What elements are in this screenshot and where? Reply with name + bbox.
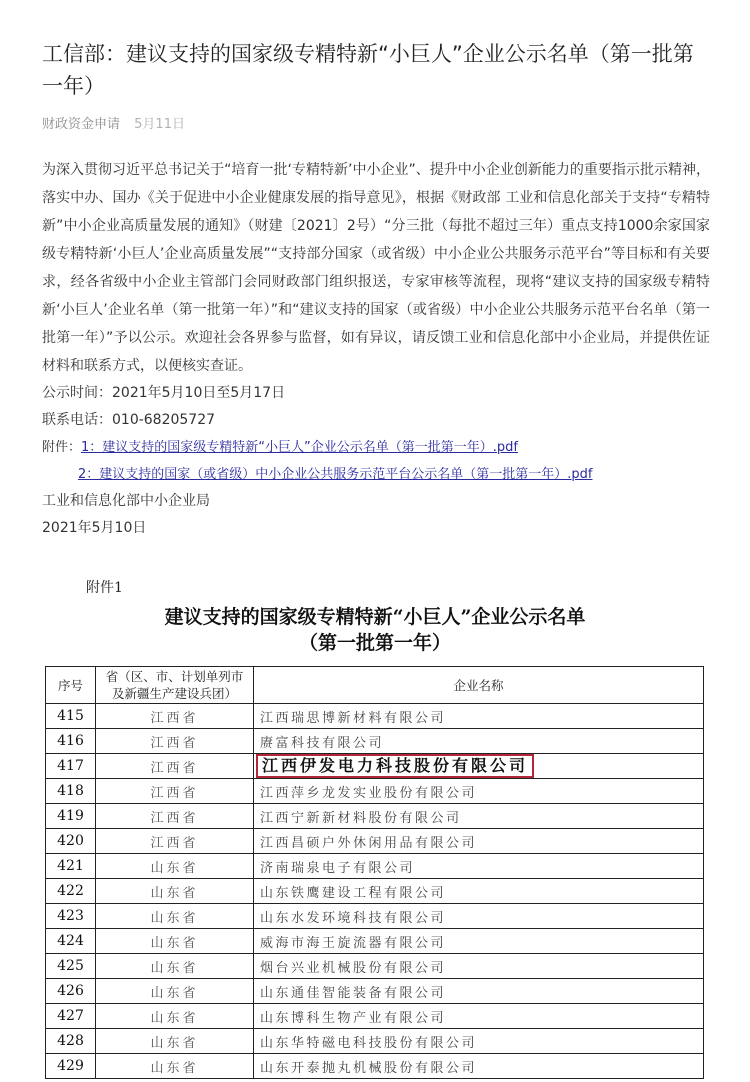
row-company xyxy=(254,954,704,979)
table-row xyxy=(46,754,704,779)
row-number: 417 xyxy=(46,754,96,779)
sign-date: 2021年5月10日 xyxy=(42,520,147,536)
attachments-label: 附件： xyxy=(42,440,82,455)
company-table xyxy=(45,666,704,1079)
table-row xyxy=(46,804,704,829)
company-name: 江西宁新新材料股份有限公司 xyxy=(260,810,462,826)
notice-period: 公示时间：2021年5月10日至5月17日 xyxy=(42,385,286,401)
company-name: 济南瑞泉电子有限公司 xyxy=(260,860,416,876)
table-header-row xyxy=(46,667,704,704)
row-company xyxy=(254,1029,704,1054)
row-province: 江西省 xyxy=(96,704,254,729)
row-number: 415 xyxy=(46,704,96,729)
row-province: 山东省 xyxy=(96,904,254,929)
row-number: 429 xyxy=(46,1054,96,1079)
row-province: 江西省 xyxy=(96,779,254,804)
row-province: 山东省 xyxy=(96,1029,254,1054)
column-header-no: 序号 xyxy=(46,667,96,704)
highlighted-company: 江西伊发电力科技股份有限公司 xyxy=(256,754,534,778)
table-row xyxy=(46,929,704,954)
publish-date: 5月11日 xyxy=(134,117,185,132)
company-name: 江西萍乡龙发实业股份有限公司 xyxy=(260,785,478,801)
row-province: 江西省 xyxy=(96,729,254,754)
table-row xyxy=(46,954,704,979)
source-account-link[interactable]: 财政资金申请 xyxy=(42,117,121,132)
list-title: 建议支持的国家级专精特新“小巨人”企业公示名单 xyxy=(164,606,586,628)
row-province: 山东省 xyxy=(96,979,254,1004)
contact-phone: 联系电话：010-68205727 xyxy=(42,412,216,428)
row-company xyxy=(254,779,704,804)
company-name: 江西瑞思博新材料有限公司 xyxy=(260,710,447,726)
attachments xyxy=(42,434,710,461)
row-company xyxy=(254,704,704,729)
table-row xyxy=(46,729,704,754)
row-company xyxy=(254,879,704,904)
row-company xyxy=(254,1004,704,1029)
row-company xyxy=(254,979,704,1004)
company-name: 山东开泰抛丸机械股份有限公司 xyxy=(260,1060,478,1076)
row-company xyxy=(254,729,704,754)
attachment-link-2[interactable]: 2：建议支持的国家（或省级）中小企业公共服务示范平台公示名单（第一批第一年）.pdf xyxy=(78,467,593,482)
table-row xyxy=(46,779,704,804)
row-company xyxy=(254,754,704,779)
row-number: 426 xyxy=(46,979,96,1004)
row-company xyxy=(254,929,704,954)
list-subtitle: （第一批第一年） xyxy=(298,632,451,654)
attachment-label: 附件1 xyxy=(86,580,123,596)
table-row xyxy=(46,1029,704,1054)
column-header-province: 省（区、市、计划单列市及新疆生产建设兵团） xyxy=(96,667,254,704)
row-province: 山东省 xyxy=(96,929,254,954)
row-company xyxy=(254,1054,704,1079)
table-row xyxy=(46,1054,704,1079)
row-province: 江西省 xyxy=(96,804,254,829)
row-province: 山东省 xyxy=(96,854,254,879)
company-name: 山东博科生物产业有限公司 xyxy=(260,1010,447,1026)
table-row xyxy=(46,1004,704,1029)
row-number: 419 xyxy=(46,804,96,829)
column-header-company: 企业名称 xyxy=(254,667,704,704)
table-row xyxy=(46,979,704,1004)
row-company xyxy=(254,904,704,929)
row-province: 山东省 xyxy=(96,1054,254,1079)
company-name: 烟台兴业机械股份有限公司 xyxy=(260,960,447,976)
attachment-line-2 xyxy=(42,461,710,488)
company-name: 山东华特磁电科技股份有限公司 xyxy=(260,1035,478,1051)
row-number: 423 xyxy=(46,904,96,929)
row-number: 420 xyxy=(46,829,96,854)
company-name: 江西昌硕户外休闲用品有限公司 xyxy=(260,835,478,851)
table-row xyxy=(46,854,704,879)
row-number: 421 xyxy=(46,854,96,879)
row-province: 江西省 xyxy=(96,829,254,854)
row-province: 山东省 xyxy=(96,954,254,979)
row-number: 427 xyxy=(46,1004,96,1029)
row-number: 428 xyxy=(46,1029,96,1054)
company-name: 山东铁鹰建设工程有限公司 xyxy=(260,885,447,901)
table-row xyxy=(46,879,704,904)
article-paragraph: 为深入贯彻习近平总书记关于“培育一批‘专精特新’中小企业”、提升中小企业创新能力的重要指示批示精神，落实中办、国办《关于促进中小企业健康发展的指导意见》，根据《财政部 工业和信息化部关于支持“专精特新”中小企业高质量发展的通知》（财建〔2021〕2号）“分三批（每批不超过三年）重点支持1000余家国家级专精特新‘小巨人’企业高质量发展”“支持部分国家（或省级）中小企业公共服务示范平台”等目标和有关要求，经各省级中小企业主管部门会同财政部门组织报送，专家审核等流程，现将“建议支持的国家级专精特新‘小巨人’企业名单（第一批第一年）”和“建议支持的国家（或省级）中小企业公共服务示范平台名单（第一批第一年）”予以公示。欢迎社会各界参与监督，如有异议，请反馈工业和信息化部中小企业局，并提供佐证材料和联系方式，以便核实查证。 xyxy=(42,162,710,374)
attachment-link-1[interactable]: 1：建议支持的国家级专精特新“小巨人”企业公示名单（第一批第一年）.pdf xyxy=(81,440,518,455)
table-row xyxy=(46,904,704,929)
row-company xyxy=(254,829,704,854)
company-name: 山东通佳智能装备有限公司 xyxy=(260,985,447,1001)
row-province: 江西省 xyxy=(96,754,254,779)
table-row xyxy=(46,829,704,854)
row-province: 山东省 xyxy=(96,879,254,904)
company-name: 赓富科技有限公司 xyxy=(260,735,385,751)
table-row xyxy=(46,704,704,729)
row-number: 418 xyxy=(46,779,96,804)
row-number: 422 xyxy=(46,879,96,904)
row-number: 416 xyxy=(46,729,96,754)
company-name: 威海市海王旋流器有限公司 xyxy=(260,935,447,951)
company-name: 山东水发环境科技有限公司 xyxy=(260,910,447,926)
row-number: 425 xyxy=(46,954,96,979)
article-title: 工信部：建议支持的国家级专精特新“小巨人”企业公示名单（第一批第一年） xyxy=(42,42,694,98)
row-number: 424 xyxy=(46,929,96,954)
row-company xyxy=(254,854,704,879)
row-province: 山东省 xyxy=(96,1004,254,1029)
row-company xyxy=(254,804,704,829)
article-meta xyxy=(42,116,710,134)
signature: 工业和信息化部中小企业局 xyxy=(42,493,210,509)
